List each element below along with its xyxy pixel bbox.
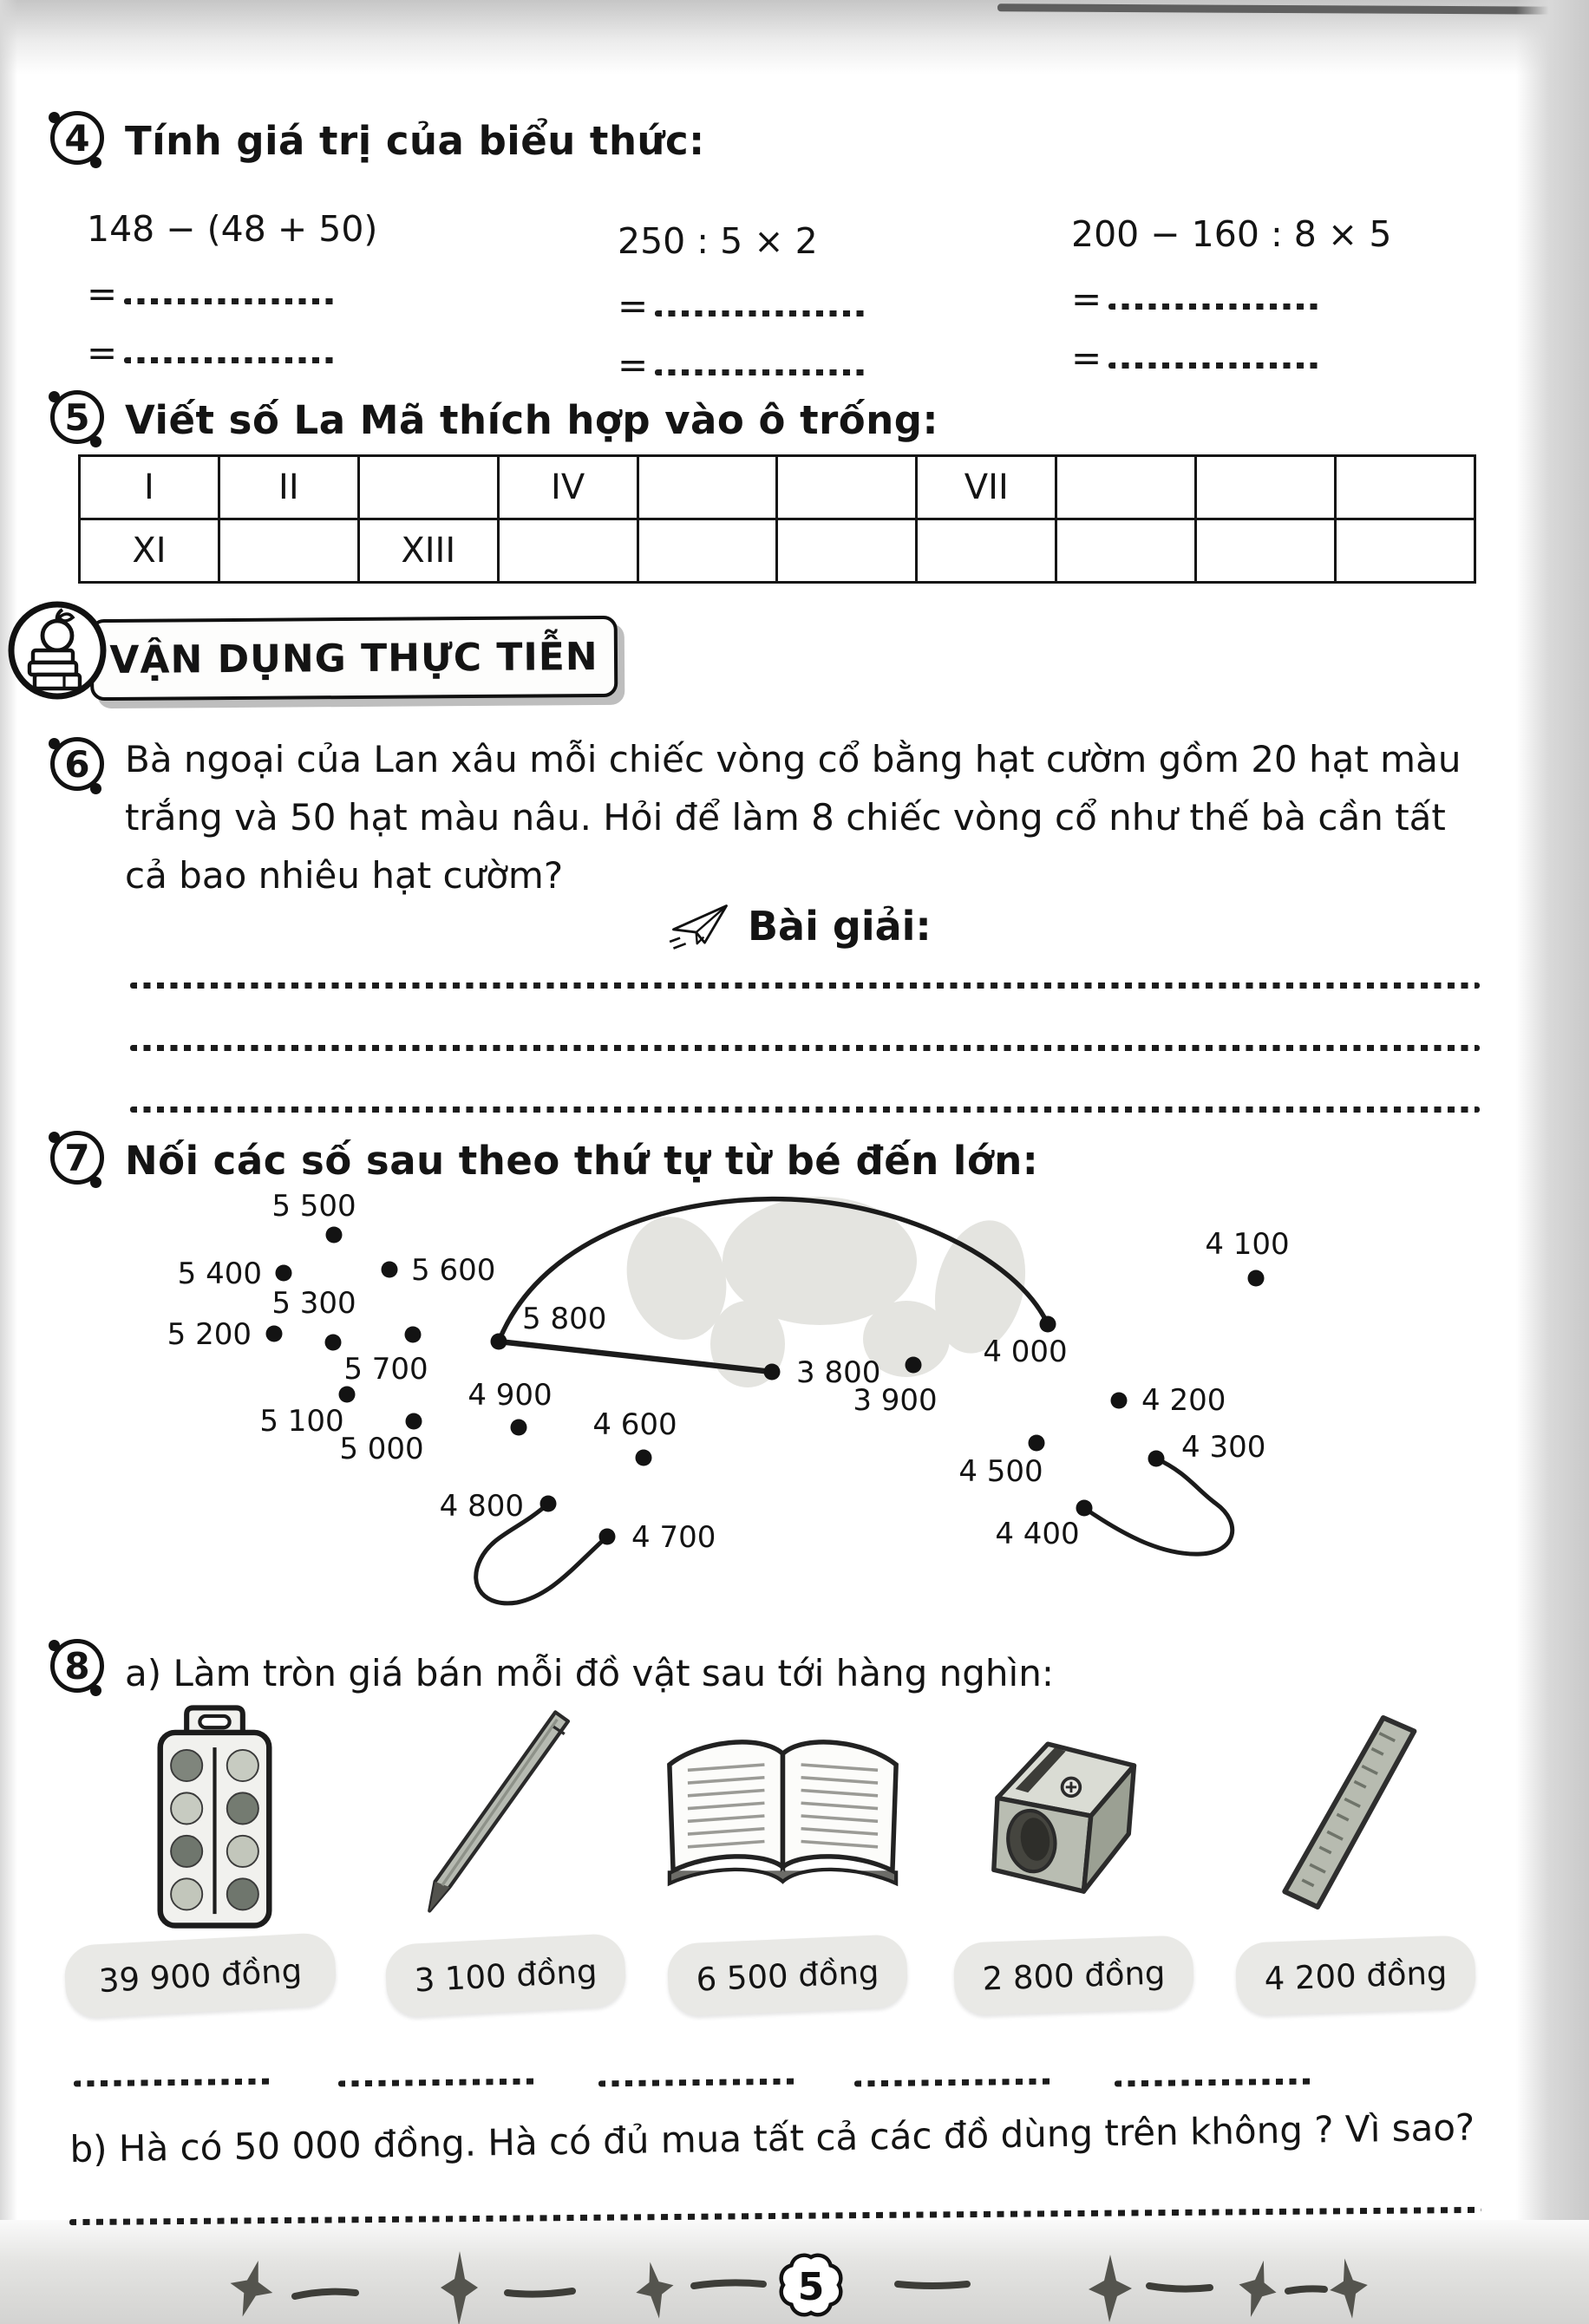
sharpener-image [958, 1715, 1162, 1913]
answer-line [618, 343, 868, 386]
number-dot [1111, 1393, 1128, 1409]
price-label: 2 800 đồng [981, 1953, 1167, 1998]
price-tag [666, 1934, 908, 2017]
section-banner [90, 616, 618, 701]
roman-cell [1056, 456, 1196, 519]
dot-label: 5 500 [271, 1189, 356, 1224]
roman-cell: XI [80, 519, 219, 583]
number-dot [491, 1334, 507, 1350]
number-dot [406, 1413, 422, 1430]
dot-label: 5 600 [411, 1253, 496, 1288]
exercise-6-line-1: Bà ngoại của Lan xâu mỗi chiếc vòng cổ bằng hạt cườm gồm 20 hạt màu [125, 738, 1461, 780]
roman-table-row-2 [80, 519, 1475, 583]
dot-label: 4 200 [1141, 1383, 1226, 1418]
number-dot [906, 1357, 922, 1374]
answer-line [618, 284, 868, 327]
answer-line [1071, 336, 1391, 379]
solution-write-line [130, 982, 1480, 989]
exercise-6-line-2: trắng và 50 hạt màu nâu. Hỏi để làm 8 chiếc vòng cổ như thế bà cần tất [125, 796, 1446, 839]
exercise-6-text [125, 730, 1461, 904]
number-dot [339, 1387, 356, 1403]
equals-sign: = [1071, 336, 1102, 379]
dotted-answer-line [124, 298, 337, 304]
number-dot [1040, 1316, 1056, 1333]
roman-numeral-table [78, 454, 1476, 584]
solution-heading [666, 900, 932, 952]
dot-label: 5 000 [339, 1432, 424, 1466]
dotted-answer-line [1108, 304, 1322, 310]
roman-cell [1056, 519, 1196, 583]
roman-cell [1336, 519, 1475, 583]
exercise-4-number-label: 4 [64, 116, 90, 160]
dot-label: 4 500 [958, 1454, 1043, 1489]
roman-cell: II [219, 456, 358, 519]
price-tag [1235, 1935, 1477, 2016]
roman-cell [638, 519, 777, 583]
open-book-image [655, 1724, 911, 1908]
paint-palette-image [130, 1698, 299, 1934]
rounding-answer-line [338, 2079, 538, 2087]
equals-sign: = [618, 284, 649, 327]
exercise-8b-text: b) Hà có 50 000 đồng. Hà có đủ mua tất cả các đồ dùng trên không ? Vì sao? [69, 2105, 1475, 2171]
price-label: 39 900 đồng [97, 1951, 304, 2000]
roman-cell [1196, 519, 1336, 583]
answer-line [87, 272, 377, 315]
roman-cell [638, 456, 777, 519]
expression-column-1 [87, 208, 378, 374]
expression-2: 250 : 5 × 2 [618, 220, 818, 262]
exercise-4-body [0, 208, 1589, 390]
rounding-answer-line [74, 2079, 273, 2087]
number-dot [382, 1262, 398, 1278]
dotted-answer-line [124, 357, 337, 363]
paper-plane-icon [666, 900, 734, 952]
exercise-5-number-label: 5 [64, 395, 90, 439]
price-tag [384, 1933, 627, 2018]
roman-cell [358, 456, 498, 519]
exercise-5-title: Viết số La Mã thích hợp vào ô trống: [125, 397, 938, 443]
solution-label: Bài giải: [748, 903, 932, 950]
exercise-4-number [50, 111, 104, 165]
page-number: 5 [797, 2265, 825, 2309]
price-label: 3 100 đồng [413, 1952, 598, 1999]
roman-cell [917, 519, 1056, 583]
exercise-7-title: Nối các số sau theo thứ tự từ bé đến lớn: [125, 1138, 1039, 1184]
expression-1: 148 − (48 + 50) [87, 208, 378, 250]
dot-label: 4 400 [995, 1517, 1080, 1551]
exercise-7-number [50, 1131, 104, 1185]
number-dot [325, 1335, 342, 1351]
rounding-answer-line [854, 2079, 1054, 2087]
equals-sign: = [87, 272, 118, 315]
price-label: 6 500 đồng [695, 1952, 880, 1999]
number-dot [1029, 1435, 1045, 1452]
apple-books-icon [5, 598, 109, 702]
roman-cell: XIII [358, 519, 498, 583]
roman-cell [777, 519, 917, 583]
dotted-answer-line [1108, 362, 1322, 369]
pencil-image [395, 1705, 581, 1920]
number-dot [266, 1326, 283, 1342]
number-dot [1076, 1500, 1093, 1517]
roman-cell [219, 519, 358, 583]
section-banner-title: VẬN DỤNG THỰC TIỄN [109, 634, 598, 682]
rounding-answer-line [598, 2079, 798, 2087]
solution-write-line [130, 1045, 1480, 1051]
page-number-badge [781, 2255, 841, 2315]
connect-the-dots-turtle [121, 1181, 1457, 1632]
exercise-8a-title: a) Làm tròn giá bán mỗi đồ vật sau tới hàng nghìn: [125, 1652, 1054, 1694]
exercise-6-number-label: 6 [64, 742, 90, 786]
exercise-8-number-label: 8 [64, 1644, 90, 1688]
roman-cell [498, 519, 638, 583]
dot-label: 3 900 [853, 1383, 938, 1418]
number-dot [326, 1227, 343, 1244]
expression-column-3 [1071, 213, 1392, 379]
dotted-answer-line [655, 310, 868, 317]
expression-3: 200 − 160 : 8 × 5 [1071, 213, 1392, 255]
exercise-8-number [50, 1639, 104, 1693]
answer-line [1071, 277, 1391, 320]
price-label: 4 200 đồng [1263, 1953, 1448, 1998]
roman-cell: VII [917, 456, 1056, 519]
dot-label: 4 600 [592, 1407, 677, 1442]
dot-label: 4 900 [468, 1378, 553, 1413]
number-dot [540, 1496, 557, 1512]
dot-label: 4 800 [439, 1489, 524, 1524]
roman-cell: IV [498, 456, 638, 519]
roman-cell [777, 456, 917, 519]
turtle-back-flipper-curve [1084, 1459, 1233, 1554]
dot-label: 5 700 [343, 1352, 428, 1387]
dot-label: 5 200 [167, 1317, 252, 1352]
exercise-4-title: Tính giá trị của biểu thức: [125, 118, 705, 164]
answer-line [87, 331, 377, 374]
number-dot [1248, 1270, 1265, 1287]
number-dot [764, 1364, 781, 1381]
dot-label: 4 700 [631, 1520, 716, 1555]
roman-table-row-1 [80, 456, 1475, 519]
equals-sign: = [1071, 277, 1102, 320]
number-dot [276, 1265, 292, 1282]
dot-label: 4 000 [983, 1335, 1068, 1369]
roman-cell [1196, 456, 1336, 519]
price-tag [953, 1935, 1195, 2016]
equals-sign: = [618, 343, 649, 386]
dot-label: 5 100 [259, 1404, 344, 1439]
number-dot [1148, 1451, 1165, 1467]
dot-label: 5 400 [177, 1257, 262, 1291]
solution-write-line [130, 1107, 1480, 1113]
rounding-answer-line [1115, 2079, 1314, 2087]
number-dot [636, 1450, 652, 1466]
roman-cell [1336, 456, 1475, 519]
dot-label: 5 300 [271, 1286, 356, 1321]
ruler-image [1240, 1705, 1453, 1920]
number-dot [599, 1529, 616, 1545]
number-dot [405, 1327, 422, 1343]
equals-sign: = [87, 331, 118, 374]
expression-column-2 [618, 220, 868, 386]
dotted-answer-line [655, 369, 868, 375]
page-footer [213, 2236, 1375, 2324]
price-tag [63, 1932, 337, 2019]
roman-cell: I [80, 456, 219, 519]
exercise-6-number [50, 737, 104, 791]
dot-label: 3 800 [796, 1355, 881, 1390]
dot-label: 4 100 [1205, 1227, 1290, 1262]
dot-label: 5 800 [522, 1302, 607, 1336]
exercise-5-number [50, 390, 104, 444]
exercise-6-line-3: cả bao nhiêu hạt cườm? [125, 854, 564, 897]
exercise-7-number-label: 7 [64, 1136, 90, 1179]
number-dot [511, 1420, 527, 1436]
dot-label: 4 300 [1181, 1430, 1266, 1465]
